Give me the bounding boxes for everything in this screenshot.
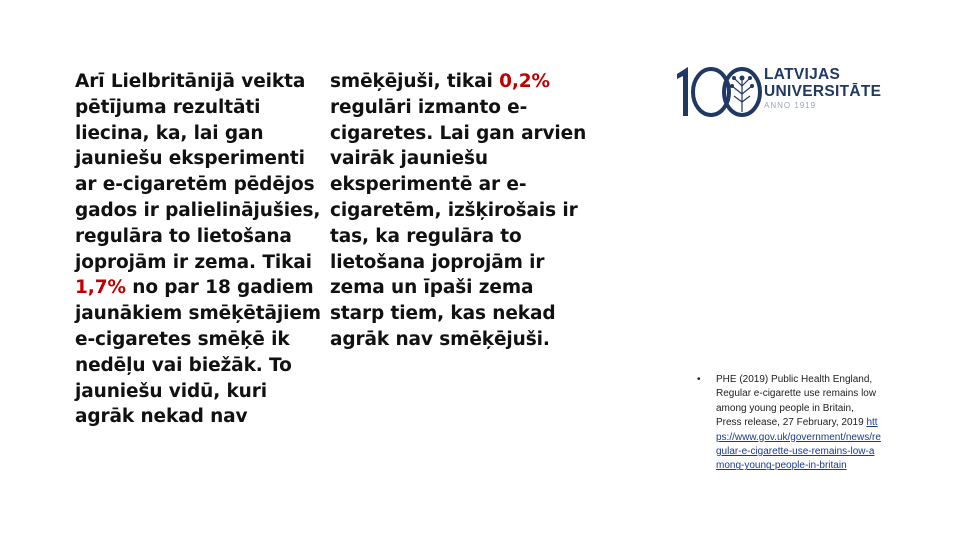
reference-note bbox=[697, 373, 882, 474]
body-text-column-2 bbox=[330, 69, 590, 353]
reference-text: PHE (2019) Public Health England, Regular e-cigarette use remains low among young people in Britain, Press release, 27 February, 2019 bbox=[716, 374, 877, 429]
reference-link[interactable]: https://www.gov.uk/government/news/regular-e-cigarette-use-remains-low-among-young-people-in-britain bbox=[716, 417, 881, 472]
column2-text-before: smēķējuši, tikai bbox=[330, 71, 500, 92]
logo-line-universitate: UNIVERSITĀTE bbox=[764, 83, 882, 100]
body-text-column-1 bbox=[75, 69, 325, 430]
logo-line-latvijas: LATVIJAS bbox=[764, 66, 841, 83]
highlight-1-7-percent: 1,7% bbox=[75, 277, 126, 299]
highlight-0-2-percent: 0,2% bbox=[499, 71, 550, 92]
column1-text-before: Arī Lielbritānijā veikta pētījuma rezultāti liecina, ka, lai gan jauniešu eksperimenti ar e-cigaretēm pēdējos gados ir palielinājušies, regulāra to lietošana joprojām ir zema. Tikai bbox=[75, 71, 321, 273]
column1-text-after: no par 18 gadiem jaunākiem smēķētājiem e-cigaretes smēķē ik nedēļu vai biežāk. To jauniešu vidū, kuri agrāk nekad nav bbox=[75, 277, 321, 428]
logo-line-anno: ANNO 1919 bbox=[764, 101, 817, 110]
reference-body bbox=[716, 373, 882, 474]
logo-100-icon bbox=[674, 64, 764, 120]
logo-wordmark bbox=[764, 66, 881, 110]
column2-text-after: regulāri izmanto e-cigaretes. Lai gan arvien vairāk jauniešu eksperimentē ar e-cigaretēm, izšķirošais ir tas, ka regulāra to lietošana joprojām ir zema un īpaši zema starp tiem, kas nekad agrāk nav smēķējuši. bbox=[330, 96, 587, 350]
reference-bullet: • bbox=[697, 374, 701, 385]
university-logo bbox=[674, 64, 884, 120]
